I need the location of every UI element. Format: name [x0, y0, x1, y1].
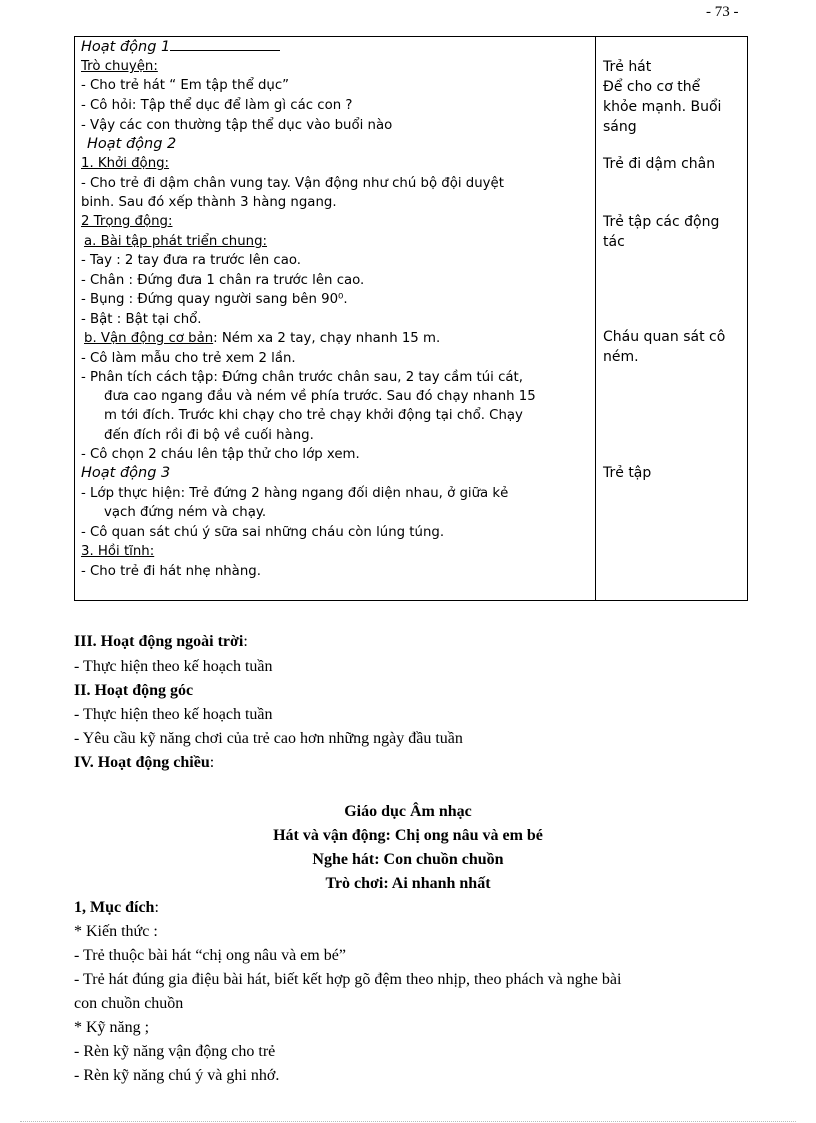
heading-text: IV. Hoạt động chiều	[74, 754, 210, 771]
right-note: Trẻ tập	[603, 465, 652, 481]
section-label: Trò chuyện:	[81, 59, 158, 74]
text-rest: : Ném xa 2 tay, chạy nhanh 15 m.	[213, 331, 441, 346]
body-line: * Kỹ năng ;	[74, 1019, 150, 1036]
body-line: - Rèn kỹ năng chú ý và ghi nhớ.	[74, 1067, 280, 1084]
right-note: Cháu quan sát cô	[603, 329, 726, 345]
body-line: - Thực hiện theo kế hoạch tuần	[74, 706, 273, 723]
heading-activity-2: Hoạt động 2	[87, 136, 177, 152]
section-label: b. Vận động cơ bản	[84, 331, 214, 346]
text-line: - Vậy các con thường tập thể dục vào buổi nào	[81, 118, 393, 133]
heading-afternoon	[74, 752, 214, 774]
heading-purpose	[74, 897, 159, 919]
heading-tail: :	[209, 754, 215, 771]
page-number: - 73 -	[706, 4, 739, 20]
activity-table	[74, 36, 748, 601]
right-note: tác	[603, 234, 625, 250]
text-line: đến đích rồi đi bộ về cuối hàng.	[104, 428, 314, 443]
body-line: con chuồn chuồn	[74, 995, 184, 1012]
heading-tail: :	[243, 633, 248, 650]
right-note: Trẻ hát	[603, 59, 652, 75]
heading-activity-3: Hoạt động 3	[81, 465, 171, 481]
page-bottom-rule	[20, 1121, 796, 1122]
body-line: - Thực hiện theo kế hoạch tuần	[74, 658, 273, 675]
column-divider	[595, 37, 596, 600]
text-line: - Tay : 2 tay đưa ra trước lên cao.	[81, 253, 302, 268]
lesson-subtitle: Trò chơi: Ai nhanh nhất	[325, 875, 491, 892]
heading-corner: II. Hoạt động góc	[74, 682, 194, 699]
text-line: vạch đứng ném và chạy.	[104, 505, 267, 520]
right-note: Trẻ tập các động	[603, 214, 720, 230]
body-line: - Trẻ hát đúng gia điệu bài hát, biết kết hợp gõ đệm theo nhịp, theo phách và nghe bài	[74, 971, 622, 988]
text-line	[84, 329, 440, 348]
body-line: * Kiến thức :	[74, 923, 158, 940]
text-line: - Bụng : Đứng quay người sang bên 90⁰.	[81, 292, 348, 307]
body-line: - Trẻ thuộc bài hát “chị ong nâu và em bé”	[74, 947, 346, 964]
heading-text: 1, Mục đích	[74, 899, 155, 916]
lesson-subtitle: Hát và vận động: Chị ong nâu và em bé	[273, 827, 543, 844]
right-note: khỏe mạnh. Buổi	[603, 99, 722, 115]
blank-line	[170, 38, 280, 51]
text-line: binh. Sau đó xếp thành 3 hàng ngang.	[81, 195, 337, 210]
text-line: - Cho trẻ đi hát nhẹ nhàng.	[81, 564, 261, 579]
text-line: - Cô làm mẫu cho trẻ xem 2 lần.	[81, 351, 296, 366]
heading-activity-1	[81, 38, 280, 57]
text-line: - Cô chọn 2 cháu lên tập thử cho lớp xem.	[81, 447, 360, 462]
body-line: - Yêu cầu kỹ năng chơi của trẻ cao hơn những ngày đầu tuần	[74, 730, 463, 747]
lesson-subtitle: Nghe hát: Con chuồn chuồn	[312, 851, 504, 868]
lesson-title: Giáo dục Âm nhạc	[344, 803, 472, 820]
text-line: đưa cao ngang đầu và ném về phía trước. Sau đó chạy nhanh 15	[104, 389, 536, 404]
heading-text: III. Hoạt động ngoài trời	[74, 633, 244, 650]
text-line: - Cô quan sát chú ý sữa sai những cháu còn lúng túng.	[81, 525, 445, 540]
text-line: - Chân : Đứng đưa 1 chân ra trước lên cao.	[81, 273, 365, 288]
text-line: - Lớp thực hiện: Trẻ đứng 2 hàng ngang đối diện nhau, ở giữa kẻ	[81, 486, 509, 501]
right-note: sáng	[603, 119, 637, 135]
text-line: - Cho trẻ đi dậm chân vung tay. Vận động như chú bộ đội duyệt	[81, 176, 504, 191]
right-note: Để cho cơ thể	[603, 79, 701, 95]
section-label: 3. Hồi tĩnh:	[81, 544, 155, 559]
section-label: 1. Khởi động:	[81, 156, 170, 171]
text-line: - Cô hỏi: Tập thể dục để làm gì các con ?	[81, 98, 353, 113]
heading-text: Hoạt động 1	[81, 39, 171, 55]
section-label: 2 Trọng động:	[81, 214, 173, 229]
heading-outdoor	[74, 631, 248, 653]
body-line: - Rèn kỹ năng vận động cho trẻ	[74, 1043, 276, 1060]
right-note: ném.	[603, 349, 639, 365]
text-line: m tới đích. Trước khi chạy cho trẻ chạy khởi động tại chổ. Chạy	[104, 408, 523, 423]
text-line: - Phân tích cách tập: Đứng chân trước chân sau, 2 tay cầm túi cát,	[81, 370, 523, 385]
heading-tail: :	[154, 899, 159, 916]
text-line: - Bật : Bật tại chổ.	[81, 312, 202, 327]
text-line: - Cho trẻ hát “ Em tập thể dục”	[81, 78, 290, 93]
section-label: a. Bài tập phát triển chung:	[84, 234, 268, 249]
right-note: Trẻ đi dậm chân	[603, 156, 716, 172]
